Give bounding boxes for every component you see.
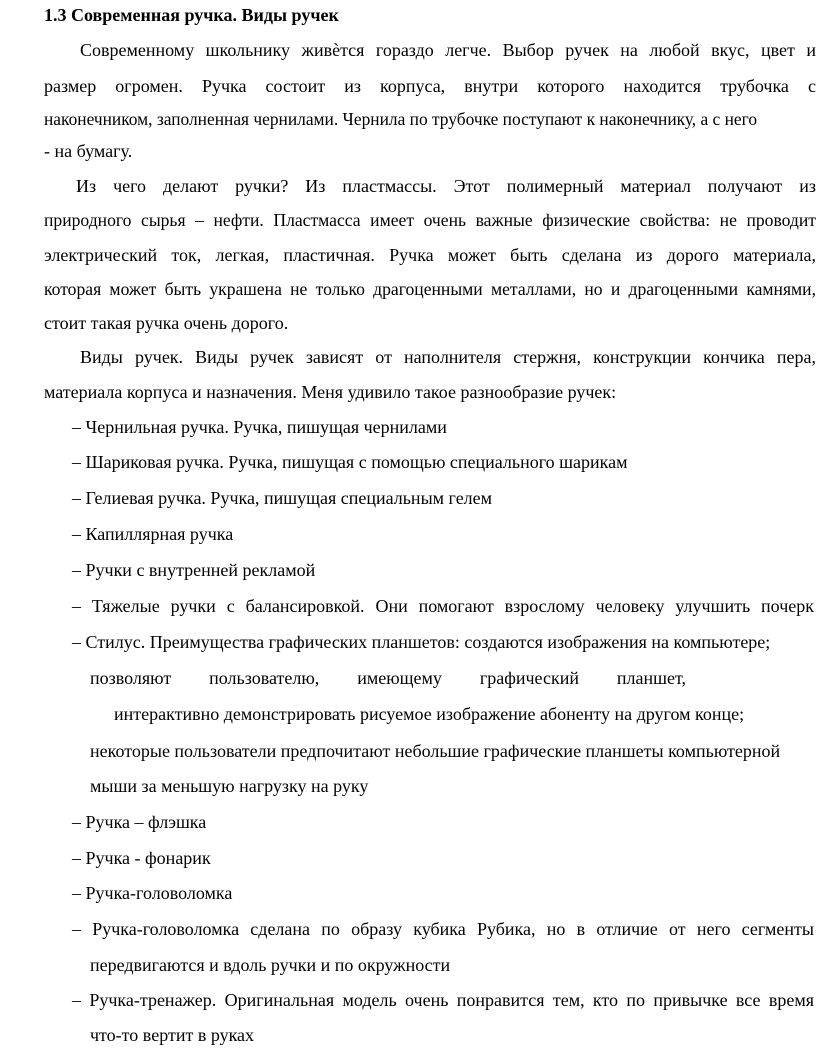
list-item-puzzle-pen-description: – Ручка-головоломка сделана по образу кубика Рубика, но в отличие от него сегменты <box>72 919 814 939</box>
paragraph-2-line-4: которая может быть украшена не только драгоценными металлами, но и драгоценными камнями, <box>44 279 816 299</box>
list-item-flashlight-pen: – Ручка - фонарик <box>72 848 211 868</box>
paragraph-3-line-2: материала корпуса и назначения. Меня удивило такое разнообразие ручек: <box>44 382 617 402</box>
list-item-advertising-pens: – Ручки с внутренней рекламой <box>72 560 316 580</box>
list-item-heavy-pens: – Тяжелые ручки с балансировкой. Они помогают взрослому человеку улучшить почерк <box>72 596 814 616</box>
list-item-stylus-line-2: позволяют пользователю, имеющему графический планшет, <box>90 668 686 688</box>
paragraph-1-line-2: размер огромен. Ручка состоит из корпуса, внутри которого находится трубочка с <box>44 76 816 96</box>
paragraph-3-line-1: Виды ручек. Виды ручек зависят от наполнителя стержня, конструкции кончика пера, <box>80 347 816 367</box>
list-item-trainer-pen: – Ручка-тренажер. Оригинальная модель очень понравится тем, кто по привычке все время <box>72 990 814 1010</box>
paragraph-2-line-1: Из чего делают ручки? Из пластмассы. Этот полимерный материал получают из <box>76 176 816 196</box>
list-item-ink-pen: – Чернильная ручка. Ручка, пишущая чернилами <box>72 417 447 437</box>
list-item-capillary-pen: – Капиллярная ручка <box>72 524 234 544</box>
list-item-stylus-line-5: мыши за меньшую нагрузку на руку <box>90 776 369 796</box>
list-item-flash-pen: – Ручка – флэшка <box>72 812 207 832</box>
paragraph-1-line-3: наконечником, заполненная чернилами. Чернила по трубочке поступают к наконечнику, а с него <box>44 109 758 129</box>
list-item-stylus-line-4: некоторые пользователи предпочитают небольшие графические планшеты компьютерной <box>90 741 781 761</box>
list-item-gel-pen: – Гелиевая ручка. Ручка, пишущая специальным гелем <box>72 488 493 508</box>
list-item-stylus-line-3: интерактивно демонстрировать рисуемое изображение абоненту на другом конце; <box>114 704 745 724</box>
list-item-trainer-pen-line-2: что-то вертит в руках <box>90 1025 255 1045</box>
paragraph-1-line-4: - на бумагу. <box>44 141 133 161</box>
list-item-stylus: – Стилус. Преимущества графических планшетов: создаются изображения на компьютере; <box>72 632 771 652</box>
list-item-puzzle-pen-description-line-2: передвигаются и вдоль ручки и по окружности <box>90 955 451 975</box>
paragraph-2-line-3: электрический ток, легкая, пластичная. Ручка может быть сделана из дорого материала, <box>44 245 816 265</box>
paragraph-2-line-5: стоит такая ручка очень дорого. <box>44 313 289 333</box>
list-item-puzzle-pen: – Ручка-головоломка <box>72 883 233 903</box>
paragraph-1-line-1: Современному школьнику живѐтся гораздо легче. Выбор ручек на любой вкус, цвет и <box>80 40 816 60</box>
section-heading: 1.3 Современная ручка. Виды ручек <box>44 5 339 25</box>
paragraph-2-line-2: природного сырья – нефти. Пластмасса имеет очень важные физические свойства: не проводит <box>44 210 816 230</box>
list-item-ballpoint-pen: – Шариковая ручка. Ручка, пишущая с помощью специального шарикам <box>72 452 628 472</box>
